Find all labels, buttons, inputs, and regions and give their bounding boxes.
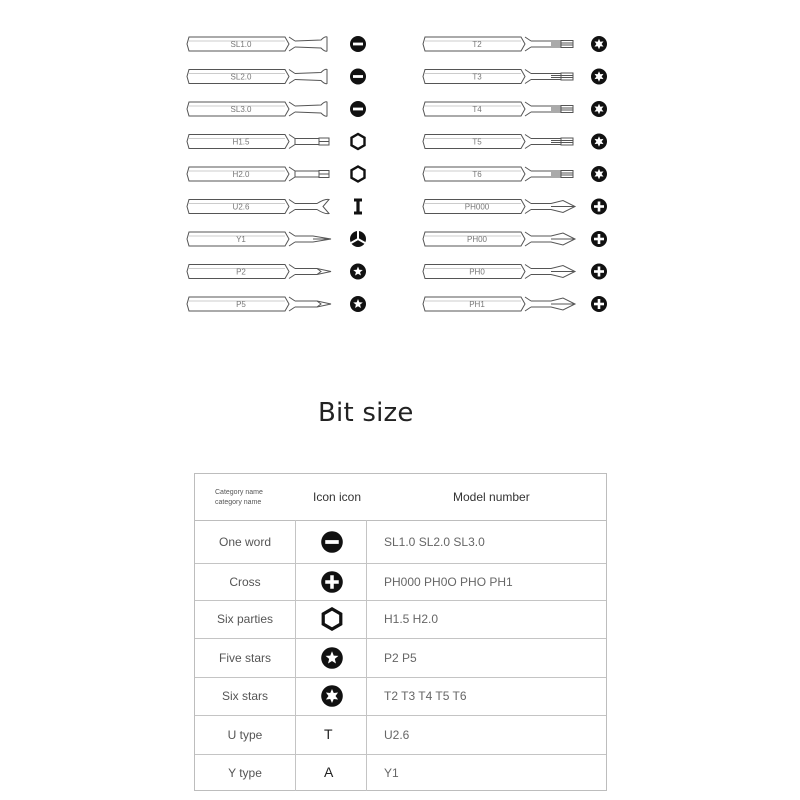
bit-sl3-0 xyxy=(187,101,366,117)
header-category-line1: Category name xyxy=(215,489,263,496)
row-category: U type xyxy=(227,727,263,742)
bit-label: T6 xyxy=(472,170,482,179)
bit-t6 xyxy=(423,166,607,182)
minus-icon xyxy=(350,36,366,52)
u-type-icon: T xyxy=(324,725,333,742)
bit-h2-0 xyxy=(187,167,365,182)
header-model: Model number xyxy=(453,490,530,504)
table-row xyxy=(195,715,606,755)
bit-diagram xyxy=(0,0,800,340)
bit-sl2-0 xyxy=(187,69,366,85)
bit-label: U2.6 xyxy=(232,202,250,212)
table-row xyxy=(195,563,606,601)
row-models: H1.5 H2.0 xyxy=(384,612,439,626)
six-star-icon xyxy=(320,684,344,708)
bit-label: SL2.0 xyxy=(230,72,252,82)
minus-icon xyxy=(350,69,366,85)
five-star-icon xyxy=(350,264,366,280)
row-models: U2.6 xyxy=(384,727,410,742)
bit-ph1 xyxy=(423,296,607,312)
bit-label: SL1.0 xyxy=(230,40,252,49)
bit-label: P5 xyxy=(236,300,246,309)
hexagon-icon xyxy=(352,167,365,182)
y-type-icon: A xyxy=(324,763,334,780)
row-models: P2 P5 xyxy=(384,650,417,665)
bit-t2 xyxy=(423,36,607,52)
row-category: Six parties xyxy=(216,612,274,626)
row-icon-cell xyxy=(295,563,367,600)
six-star-icon xyxy=(591,36,607,52)
row-models: Y1 xyxy=(384,765,399,780)
five-star-icon xyxy=(350,296,366,312)
row-icon-cell xyxy=(295,638,367,677)
row-category: One word xyxy=(218,534,272,549)
six-star-icon xyxy=(591,101,607,117)
table-header xyxy=(195,474,606,521)
row-icon-cell xyxy=(295,715,367,754)
row-models: SL1.0 SL2.0 SL3.0 xyxy=(384,534,485,549)
six-star-icon xyxy=(591,134,607,150)
bit-label: PH000 xyxy=(464,202,490,212)
bit-label: PH1 xyxy=(469,300,485,309)
cross-icon xyxy=(591,231,607,247)
bit-ph0 xyxy=(423,264,607,280)
cross-icon xyxy=(591,264,607,280)
u-type-icon xyxy=(354,199,362,215)
table-row xyxy=(195,520,606,564)
header-category-line2: category name xyxy=(215,499,262,506)
table-row xyxy=(195,677,606,716)
bit-t4 xyxy=(423,101,607,117)
row-category: Y type xyxy=(228,765,262,780)
table-row xyxy=(195,600,606,639)
bit-y1 xyxy=(187,231,366,247)
row-icon-cell xyxy=(295,754,367,791)
row-icon-cell xyxy=(295,600,367,638)
bit-label: T2 xyxy=(472,40,482,49)
page-title: Bit size xyxy=(318,398,414,428)
six-star-icon xyxy=(591,166,607,182)
bit-p2 xyxy=(187,264,366,280)
header-icon: Icon icon xyxy=(313,490,362,504)
bit-u2-6 xyxy=(187,199,362,215)
bit-label: T5 xyxy=(472,137,482,147)
row-icon-cell xyxy=(295,677,367,715)
row-category: Five stars xyxy=(218,650,271,665)
row-icon-cell xyxy=(295,520,367,563)
bit-sl1-0 xyxy=(187,36,366,52)
table-row xyxy=(195,754,606,791)
hexagon-icon xyxy=(352,134,365,149)
minus-icon xyxy=(320,530,344,554)
bit-p5 xyxy=(187,296,366,312)
bit-label: H2.0 xyxy=(232,170,250,179)
bit-label: PH0 xyxy=(469,267,485,277)
table-row xyxy=(195,638,606,678)
row-models: PH000 PH0O PHO PH1 xyxy=(384,574,513,589)
bit-label: T4 xyxy=(472,105,482,114)
bit-label: T3 xyxy=(472,72,482,82)
bit-label: SL3.0 xyxy=(230,105,252,114)
six-star-icon xyxy=(591,69,607,85)
header-category xyxy=(215,488,263,508)
minus-icon xyxy=(350,101,366,117)
bit-label: Y1 xyxy=(236,235,246,244)
bit-ph00 xyxy=(423,231,607,247)
row-models: T2 T3 T4 T5 T6 xyxy=(384,689,467,703)
bit-size-table xyxy=(194,473,607,791)
row-category: Cross xyxy=(229,574,261,589)
row-category: Six stars xyxy=(221,689,268,703)
bit-t5 xyxy=(423,134,607,150)
bit-t3 xyxy=(423,69,607,85)
five-star-icon xyxy=(320,646,344,670)
hexagon-icon xyxy=(320,607,344,631)
bit-h1-5 xyxy=(187,134,365,149)
bit-label: H1.5 xyxy=(232,137,250,147)
bit-ph000 xyxy=(423,199,607,215)
bit-label: P2 xyxy=(236,267,246,277)
cross-icon xyxy=(591,199,607,215)
cross-icon xyxy=(591,296,607,312)
y-type-icon xyxy=(350,231,366,247)
bit-label: PH00 xyxy=(466,235,488,244)
cross-icon xyxy=(320,570,344,594)
